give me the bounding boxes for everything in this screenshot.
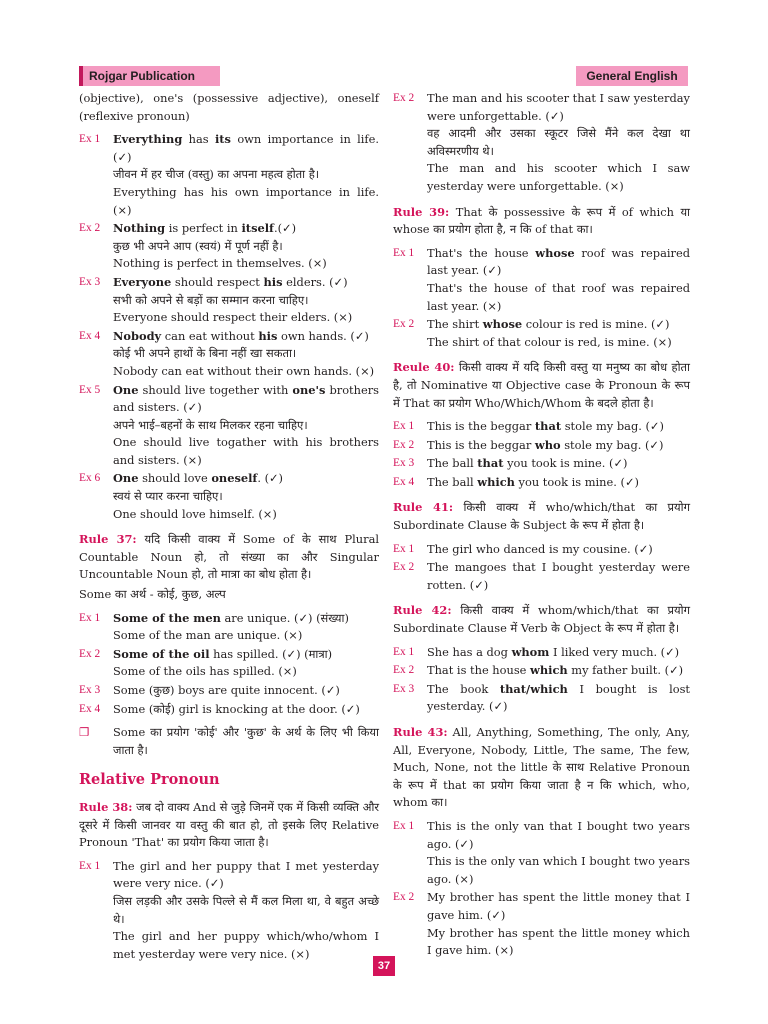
rule-40 <box>393 359 690 412</box>
rule-label: Rule 38: <box>79 799 133 814</box>
rule-41 <box>393 499 690 534</box>
example-tag: Ex 4 <box>79 702 101 715</box>
example-text: should love <box>138 471 212 486</box>
incorrect-example: My brother has spent the little money which I gave him. (×) <box>427 925 690 958</box>
example-text: stole my bag. (✓) <box>560 437 664 452</box>
example-text: That is the house <box>427 663 531 678</box>
hindi-translation: स्वयं से प्यार करना चाहिए। <box>113 489 223 504</box>
example-text: The ball <box>427 474 478 489</box>
example-bold: which <box>477 474 515 489</box>
example-text: This is the beggar <box>427 437 535 452</box>
section-heading: Relative Pronoun <box>79 771 220 789</box>
example-text: Some (कोई) girl is knocking at the door. (✓) <box>113 701 360 716</box>
example-bold: his <box>263 274 283 289</box>
example-item <box>393 474 690 492</box>
example-text: own hands. (✓) <box>277 328 369 343</box>
example-tag: Ex 4 <box>393 475 415 488</box>
example-tag: Ex 2 <box>393 891 415 904</box>
example-bold: whom <box>511 644 550 659</box>
rule-text: जब दो वाक्य And से जुड़े जिनमें एक में किसी व्यक्ति और दूसरे में किसी जानवर या वस्तु की बात हो, तो इसके लिए Relative Pronoun 'That' का प्रयोग किया जाता है। <box>79 799 380 850</box>
rule-text: किसी वाक्य में who/which/that का प्रयोग Subordinate Clause के Subject के रूप में होता है। <box>393 500 690 533</box>
example-text: can eat without <box>161 328 259 343</box>
rule-label: Rule 37: <box>79 532 137 547</box>
incorrect-example: Nobody can eat without their own hands. (×) <box>113 363 375 378</box>
example-text: elders. (✓) <box>282 274 348 289</box>
example-bold: Some of the men <box>113 610 221 625</box>
example-item <box>393 644 690 662</box>
example-text: The mangoes that I bought yesterday were rotten. (✓) <box>427 560 690 592</box>
example-item <box>393 662 690 680</box>
example-item <box>393 316 690 351</box>
rule-37 <box>79 531 379 584</box>
example-tag: Ex 1 <box>393 542 415 555</box>
rule-text: All, Anything, Something, The only, Any, All, Everyone, Nobody, Little, The same, The few, Much, None, not the little के साथ Relative Pronoun के रूप में that का प्रयोग किया जाता है न कि which, who, whom का। <box>393 725 691 810</box>
example-text: The book <box>427 681 500 696</box>
example-bold: its <box>214 132 231 147</box>
example-bold: that/which <box>499 681 568 696</box>
example-tag: Ex 3 <box>393 457 415 470</box>
example-item <box>393 541 690 559</box>
example-item <box>393 455 690 473</box>
hindi-translation: जिस लड़की और उसके पिल्ले से मैं कल मिला था, वे बहुत अच्छे थे। <box>113 893 379 926</box>
example-tag: Ex 1 <box>79 611 101 624</box>
example-bold: which <box>530 663 568 678</box>
example-tag: Ex 1 <box>79 859 101 872</box>
example-bold: One <box>113 471 139 486</box>
example-bold: his <box>258 328 278 343</box>
incorrect-example: Some of the man are unique. (×) <box>113 628 303 643</box>
page-number: 37 <box>373 956 395 976</box>
example-text: This is the only van that I bought two years ago. (✓) <box>427 818 690 851</box>
example-item <box>79 470 379 523</box>
rule-label: Rule 42: <box>393 603 452 618</box>
left-column <box>79 90 379 964</box>
rule-42 <box>393 602 690 637</box>
example-bold: that <box>477 456 504 471</box>
example-tag: Ex 3 <box>393 682 415 695</box>
example-item <box>79 646 379 681</box>
subject-label: General English <box>576 66 688 86</box>
hindi-translation: वह आदमी और उसका स्कूटर जिसे मैंने कल देखा था अविस्मरणीय थे। <box>427 126 690 158</box>
incorrect-example: That's the house of that roof was repaired last year. (×) <box>427 280 690 313</box>
example-text: The man and his scooter that I saw yesterday were unforgettable. (✓) <box>427 91 690 123</box>
checkbox-bullet-icon: ❐ <box>79 725 90 740</box>
example-bold: oneself <box>211 471 258 486</box>
rule-label: Rule 43: <box>393 725 448 739</box>
example-text: is perfect in <box>165 221 242 236</box>
hindi-translation: सभी को अपने से बड़ों का सम्मान करना चाहिए। <box>113 292 309 307</box>
intro-text: (objective), one's (possessive adjective), oneself (reflexive pronoun) <box>79 91 379 123</box>
example-item <box>393 889 690 959</box>
example-item <box>393 245 690 315</box>
example-tag: Ex 6 <box>79 472 101 485</box>
example-text: roof was repaired last year. (✓) <box>427 245 690 278</box>
example-bold: Everyone <box>113 274 172 289</box>
example-bold: Some of the oil <box>113 646 210 661</box>
example-item <box>393 559 690 594</box>
example-tag: Ex 1 <box>393 819 415 832</box>
rule-43 <box>393 724 690 812</box>
example-text: This is the beggar <box>427 419 535 434</box>
example-bold: itself <box>241 221 274 236</box>
example-bold: whose <box>535 245 575 260</box>
example-bold: One <box>113 382 139 397</box>
example-bold: Nobody <box>113 328 162 343</box>
hindi-translation: कुछ भी अपने आप (स्वयं) में पूर्ण नहीं है। <box>113 238 283 253</box>
example-text: Some (कुछ) boys are quite innocent. (✓) <box>113 683 340 697</box>
rule-label: Rule 39: <box>393 204 450 219</box>
example-bold: Everything <box>113 132 183 147</box>
example-tag: Ex 1 <box>79 133 101 146</box>
rule-label: Rule 41: <box>393 500 454 515</box>
example-tag: Ex 5 <box>79 383 101 396</box>
incorrect-example: The shirt of that colour is red, is mine. (×) <box>427 334 672 349</box>
example-text: The ball <box>427 456 478 471</box>
rule-text: यदि किसी वाक्य में Some of के साथ Plural Countable Noun हो, तो संख्या का और Singular Uncountable Noun हो, तो मात्रा का बोध होता है। <box>79 532 380 582</box>
publisher-label: Rojgar Publication <box>79 66 220 86</box>
rule-38 <box>79 799 379 852</box>
right-column <box>393 90 690 961</box>
example-tag: Ex 4 <box>79 329 101 342</box>
example-text: I bought is lost yesterday. (✓) <box>427 681 690 714</box>
example-text: own importance in life. (✓) <box>113 132 380 164</box>
example-text: should respect <box>171 274 264 289</box>
incorrect-example: This is the only van which I bought two years ago. (×) <box>427 854 690 886</box>
example-tag: Ex 2 <box>393 438 415 451</box>
rule-39 <box>393 204 690 239</box>
example-text: .(✓) <box>273 221 297 236</box>
example-tag: Ex 1 <box>393 420 415 433</box>
example-tag: Ex 2 <box>393 318 415 331</box>
incorrect-example: Everyone should respect their elders. (×) <box>113 310 353 325</box>
example-text: are unique. (✓) (संख्या) <box>220 610 349 625</box>
example-item <box>393 681 690 716</box>
example-item <box>79 382 379 470</box>
example-text: . (✓) <box>257 471 284 486</box>
example-item <box>393 90 690 196</box>
example-text: brothers and sisters. (✓) <box>113 382 379 415</box>
example-text: you took is mine. (✓) <box>503 456 628 471</box>
example-bold: whose <box>482 317 523 332</box>
example-text: I liked very much. (✓) <box>549 644 680 659</box>
example-item <box>79 131 379 219</box>
example-tag: Ex 2 <box>393 664 415 677</box>
example-item <box>79 682 379 700</box>
example-bold: one's <box>292 382 326 397</box>
hindi-translation: अपने भाई–बहनों के साथ मिलकर रहना चाहिए। <box>113 417 308 432</box>
example-text: stole my bag. (✓) <box>561 419 664 434</box>
example-tag: Ex 1 <box>393 645 415 658</box>
example-item <box>79 274 379 327</box>
example-item <box>79 328 379 381</box>
example-bold: that <box>534 419 562 434</box>
example-tag: Ex 3 <box>79 684 101 696</box>
rule-text: That के possessive के रूप में of which या whose का प्रयोग होता है, न कि of that का। <box>393 204 691 237</box>
incorrect-example: Some of the oils has spilled. (×) <box>113 664 297 679</box>
example-text: The girl and her puppy that I met yesterday were very nice. (✓) <box>113 858 379 891</box>
example-item <box>393 437 690 455</box>
note <box>79 724 379 759</box>
example-text: colour is red is mine. (✓) <box>522 317 670 332</box>
rule-text: किसी वाक्य में whom/which/that का प्रयोग Subordinate Clause में Verb के Object के रूप में होता है। <box>393 603 690 636</box>
example-item <box>79 220 379 273</box>
incorrect-example: Nothing is perfect in themselves. (×) <box>113 256 327 271</box>
example-text: has spilled. (✓) (मात्रा) <box>209 646 333 661</box>
example-text: The girl who danced is my cousine. (✓) <box>427 541 653 556</box>
note-text: Some का प्रयोग 'कोई' और 'कुछ' के अर्थ के लिए भी किया जाता है। <box>113 725 379 757</box>
example-tag: Ex 2 <box>79 647 101 660</box>
example-text: My brother has spent the little money that I gave him. (✓) <box>427 890 690 922</box>
rule-text: किसी वाक्य में यदि किसी वस्तु या मनुष्य का बोध होता है, तो Nominative या Objective case के Pronoun के रूप में That का प्रयोग Who/Which/Whom के बदले होता है। <box>393 360 690 410</box>
example-text: you took is mine. (✓) <box>514 474 639 489</box>
example-text: That's the house <box>427 245 536 260</box>
example-bold: who <box>534 437 561 452</box>
example-text: has <box>182 132 215 147</box>
incorrect-example: The man and his scooter which I saw yesterday were unforgettable. (×) <box>427 161 690 193</box>
example-item <box>79 858 379 964</box>
example-item <box>393 418 690 436</box>
example-tag: Ex 2 <box>393 561 415 574</box>
example-text: should live together with <box>138 382 293 397</box>
rule-label: Reule 40: <box>393 360 455 375</box>
example-item <box>79 610 379 645</box>
incorrect-example: The girl and her puppy which/who/whom I met yesterday were very nice. (×) <box>113 929 379 961</box>
example-text: The shirt <box>427 317 483 332</box>
example-item <box>79 701 379 719</box>
rule-meaning: Some का अर्थ - कोई, कुछ, अल्प <box>79 587 226 602</box>
example-tag: Ex 2 <box>393 92 415 104</box>
example-text: She has a dog <box>427 644 512 659</box>
incorrect-example: Everything has his own importance in life. (×) <box>113 184 379 217</box>
example-tag: Ex 2 <box>79 222 101 235</box>
hindi-translation: जीवन में हर चीज (वस्तु) का अपना महत्व होता है। <box>113 167 320 182</box>
hindi-translation: कोई भी अपने हाथों के बिना नहीं खा सकता। <box>113 346 297 361</box>
example-tag: Ex 1 <box>393 246 415 259</box>
incorrect-example: One should love himself. (×) <box>113 506 277 521</box>
example-bold: Nothing <box>113 221 166 236</box>
example-item <box>393 818 690 888</box>
example-text: my father built. (✓) <box>567 663 684 678</box>
incorrect-example: One should live togather with his brothers and sisters. (×) <box>113 435 379 467</box>
example-tag: Ex 3 <box>79 275 101 288</box>
